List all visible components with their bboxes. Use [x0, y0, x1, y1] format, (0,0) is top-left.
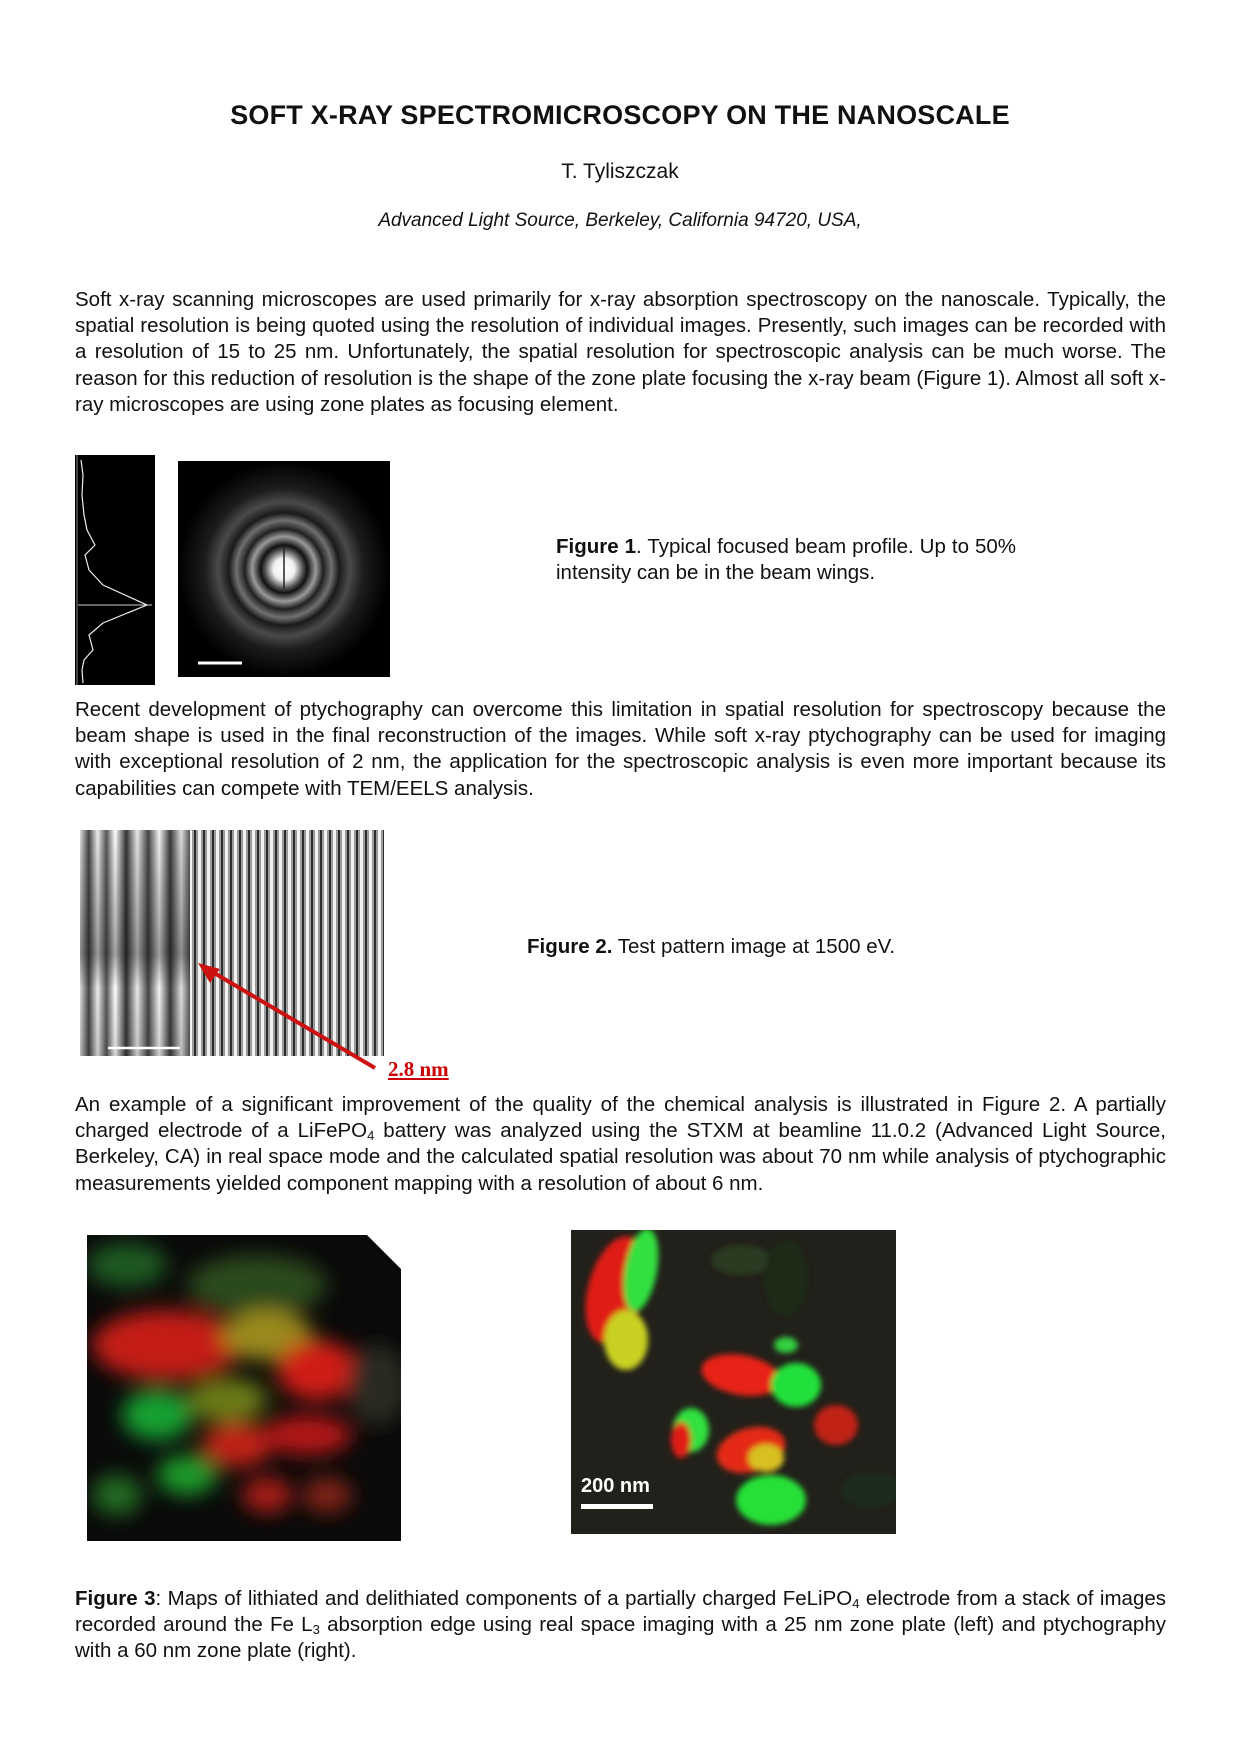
paragraph-intro: Soft x-ray scanning microscopes are used primarily for x-ray absorption spectroscopy on the nanoscale. Typically, the spatial resolution is being quoted using the resolution of individual images. Presently, such images can be recorded with a resolution of 15 to 25 nm. Unfortunately, the spatial resolution for spectroscopic analysis can be much worse. The reason for this reduction of resolution is the shape of the zone plate focusing the x-ray beam (Figure 1). Almost all soft x-ray microscopes are using zone plates as focusing element.	[75, 288, 1166, 416]
paragraph-example-sub: 4	[367, 1128, 375, 1144]
paragraph-example	[75, 1092, 1166, 1197]
paper-title: SOFT X-RAY SPECTROMICROSCOPY ON THE NANOSCALE	[230, 100, 1010, 130]
affiliation: Advanced Light Source, Berkeley, California 94720, USA,	[378, 210, 862, 231]
figure1-beam-image	[170, 457, 396, 683]
figure2-arrow	[190, 955, 390, 1075]
figure2-label: Figure 2.	[527, 935, 613, 958]
figure3-scale-label: 200 nm	[581, 1475, 650, 1497]
author: T. Tyliszczak	[561, 160, 679, 183]
figure1-caption-text: . Typical focused beam profile. Up to 50% intensity can be in the beam wings.	[556, 535, 1016, 584]
figure3-left-map-image	[87, 1235, 401, 1541]
paragraph-example-text-a: An example of a significant improvement of the quality of the chemical analysis is illustrated in Figure 2. A partially charged electrode of a LiFePO	[75, 1093, 1166, 1143]
figure3-caption-sub1: 4	[852, 1596, 860, 1611]
paragraph-example-text-b: battery was analyzed using the STXM at beamline 11.0.2 (Advanced Light Source, Berkeley, CA) in real space mode and the calculated spatial resolution was about 70 nm while analysis of ptychographic measurements yielded component mapping with a resolution of about 6 nm.	[75, 1119, 1166, 1195]
figure1-profile-plot	[75, 455, 155, 685]
figure2-caption	[527, 934, 1027, 960]
figure3-caption-a: : Maps of lithiated and delithiated components of a partially charged FeLiPO	[155, 1587, 853, 1610]
figure2-resolution-annotation: 2.8 nm	[388, 1057, 449, 1081]
figure3-caption-c: absorption edge using real space imaging with a 25 nm zone plate (left) and ptychography with a 60 nm zone plate (right).	[75, 1613, 1166, 1663]
figure1-caption	[556, 534, 1016, 586]
figure2-caption-text: Test pattern image at 1500 eV.	[612, 935, 896, 958]
figure3-right-map-image	[571, 1230, 896, 1534]
figure3-caption-b: electrode from a stack of images recorded around the Fe L	[75, 1587, 1166, 1637]
figure1-label: Figure 1	[556, 535, 637, 558]
figure3-label: Figure 3	[75, 1587, 156, 1610]
figure3-caption-sub2: 3	[312, 1622, 320, 1638]
figure3-caption	[75, 1586, 1166, 1665]
paragraph-ptychography: Recent development of ptychography can overcome this limitation in spatial resolution for spectroscopy because the beam shape is used in the final reconstruction of the images. While soft x-ray ptychography can be used for imaging with exceptional resolution of 2 nm, the application for the spectroscopic analysis is even more important because its capabilities can compete with TEM/EELS analysis.	[75, 698, 1166, 800]
